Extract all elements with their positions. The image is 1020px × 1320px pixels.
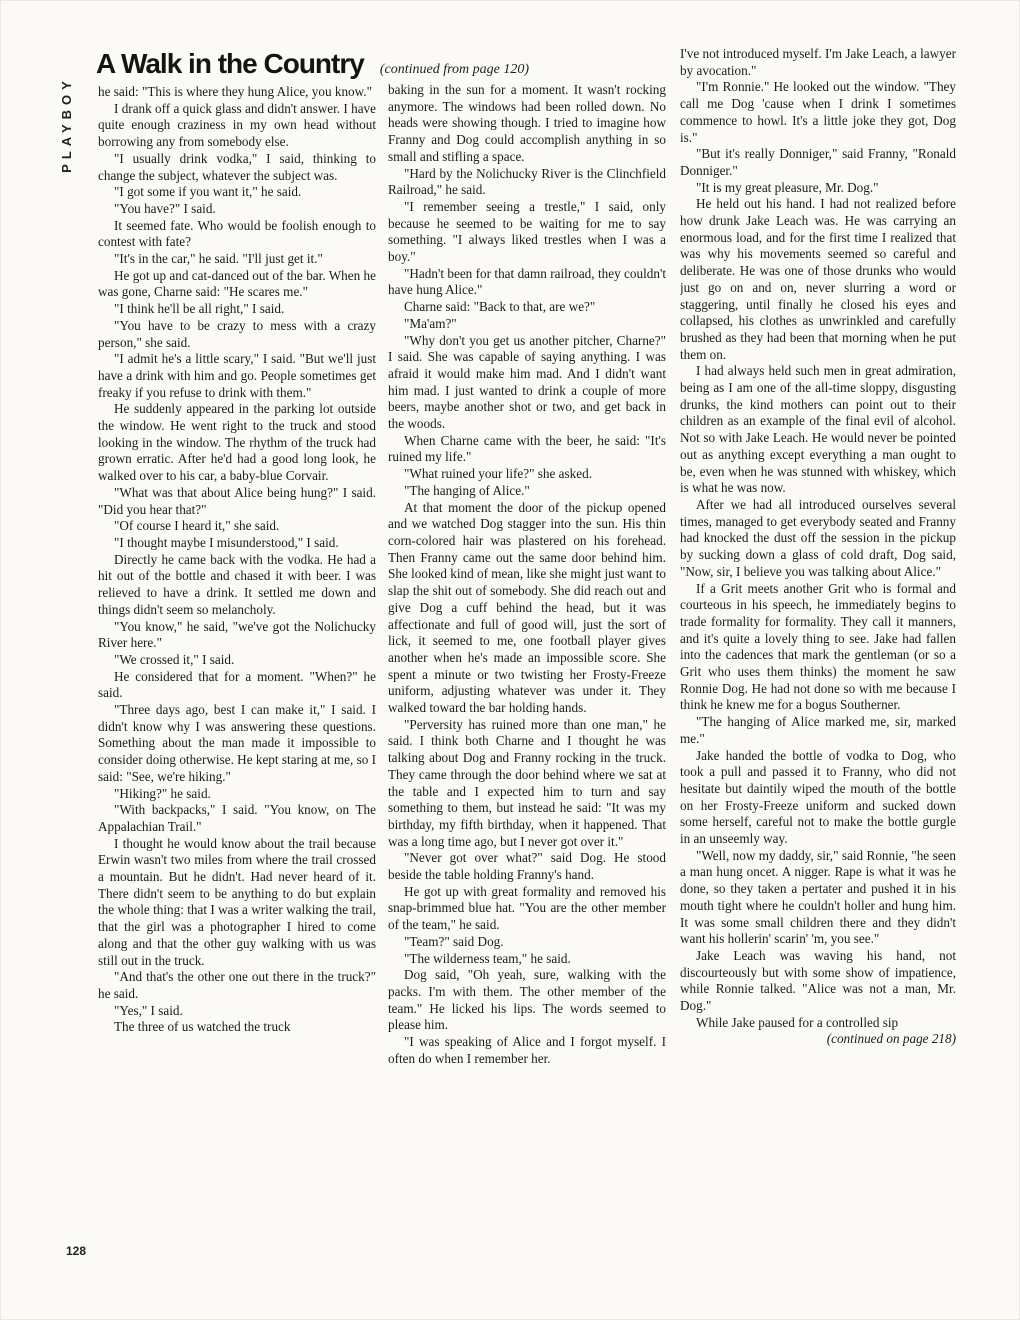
text-column-3 bbox=[680, 46, 956, 1286]
continued-from-note: (continued from page 120) bbox=[379, 62, 530, 77]
paragraph: "The hanging of Alice marked me, sir, marked me." bbox=[680, 714, 956, 746]
magazine-sidebar-label bbox=[56, 48, 76, 200]
paragraph: "I think he'll be all right," I said. bbox=[114, 301, 285, 317]
paragraph: "With backpacks," I said. "You know, on The Appalachian Trail." bbox=[98, 802, 376, 834]
paragraph: At that moment the door of the pickup opened and we watched Dog stagger into the sun. His thin corn-colored hair was plastered on his forehead. Then Franny came out the same door behind him. She looked kind of mean, like she might just want to slap the shit out of somebody. She did reach out and give Dog a cuff behind the head, but it was affectionate and full of good will, just the sort of lick, it seemed to me, one football player gives another when he's made an impossible score. She spent a minute or two twisting her Frosty-Freeze uniform, adjusting whatever was under it. They walked toward the bar holding hands. bbox=[388, 499, 666, 716]
paragraph: Charne said: "Back to that, are we?" bbox=[404, 299, 596, 315]
paragraph: he said: "This is where they hung Alice, you know." bbox=[98, 84, 372, 99]
article-title: A Walk in the Country bbox=[96, 48, 364, 79]
paragraph: "Hadn't been for that damn railroad, they couldn't have hung Alice." bbox=[388, 265, 666, 298]
paragraph: "Never got over what?" said Dog. He stood beside the table holding Franny's hand. bbox=[388, 850, 666, 883]
paragraph: "I admit he's a little scary," I said. "But we'll just have a drink with him and go. People sometimes get freaky if you refuse to drink with them." bbox=[98, 351, 376, 400]
paragraph: "I was speaking of Alice and I forgot myself. I often do when I remember her. bbox=[388, 1034, 666, 1066]
paragraph: "I'm Ronnie." He looked out the window. "They call me Dog 'cause when I drink I sometimes commence to howl. It's a little joke they got, Dog is." bbox=[680, 79, 956, 145]
paragraph: "And that's the other one out there in the truck?" he said. bbox=[98, 969, 376, 1001]
page-number: 128 bbox=[66, 1244, 87, 1258]
paragraph: "You know," he said, "we've got the Nolichucky River here." bbox=[98, 618, 376, 651]
paragraph: Dog said, "Oh yeah, sure, walking with the packs. I'm with them. The other member of the team." He licked his lips. The words seemed to please him. bbox=[388, 967, 666, 1033]
paragraph: "Perversity has ruined more than one man," he said. I think both Charne and I thought he was talking about Dog and Franny rocking in the truck. They came through the door behind where we sat at the table and I expected him to turn and say something to them, but instead he said: "It was my birthday, my fifth birthday, when it happened. That was a long time ago, but I never got over it." bbox=[388, 716, 666, 849]
paragraph: "Team?" said Dog. bbox=[404, 933, 504, 949]
paragraph: "I remember seeing a trestle," I said, only because he seemed to be waiting for me to say something. "I always liked trestles when I was a boy." bbox=[388, 198, 666, 265]
paragraph: "You have?" I said. bbox=[114, 200, 216, 216]
paragraph: I thought he would know about the trail because Erwin wasn't two miles from where the trail crossed a mountain. But he didn't. Had never heard of it. There didn't seem to be anything to do but explain the whole thing: that I was a writer walking the trail, that the girl was a photographer I hired to come along and that the other guy walking with us was still out in the truck. bbox=[98, 835, 376, 968]
paragraph: "But it's really Donniger," said Franny, "Ronald Donniger." bbox=[680, 146, 956, 178]
paragraph: "It's in the car," he said. "I'll just get it." bbox=[114, 251, 323, 267]
text-column-2 bbox=[388, 82, 666, 1262]
paragraph: "Ma'am?" bbox=[404, 315, 457, 331]
paragraph: "Of course I heard it," she said. bbox=[114, 518, 280, 534]
paragraph: "What was that about Alice being hung?" I said. "Did you hear that?" bbox=[98, 484, 376, 517]
paragraph: While Jake paused for a controlled sip bbox=[696, 1014, 899, 1030]
paragraph: "Yes," I said. bbox=[114, 1002, 183, 1018]
paragraph: He got up with great formality and removed his snap-brimmed blue hat. "You are the other member of the team," he said. bbox=[388, 883, 666, 933]
paragraph: When Charne came with the beer, he said: "It's ruined my life." bbox=[388, 432, 666, 465]
paragraph: "I thought maybe I misunderstood," I said. bbox=[114, 534, 339, 550]
paragraph: Jake Leach was waving his hand, not discourteously but with some show of impatience, while Ronnie talked. "Alice was not a man, Mr. Dog." bbox=[680, 947, 956, 1014]
paragraph: "I got some if you want it," he said. bbox=[114, 184, 302, 200]
paragraph: "Hiking?" he said. bbox=[114, 785, 211, 801]
paragraph: "What ruined your life?" she asked. bbox=[404, 466, 592, 482]
text-column-1 bbox=[98, 84, 376, 1264]
paragraph: He held out his hand. I had not realized before how drunk Jake Leach was. He was carrying an enormous load, and for the first time I realized that was why his movements seemed so careful and deliberate. He was one of those drunks who would just go on and on, never slurring a word or staggering, until finally he closed his eyes and collapsed, his clothes as unwrinkled and carefully brushed as they had been that morning when he put them on. bbox=[680, 196, 956, 362]
paragraph: Directly he came back with the vodka. He had a hit out of the bottle and chased it with beer. I was relieved to have a drink. It settled me down and things didn't seem so melancholy. bbox=[98, 551, 376, 617]
paragraph: Jake handed the bottle of vodka to Dog, who took a pull and passed it to Franny, who did not hesitate but daintily wiped the mouth of the bottle on her Frosty-Freeze uniform and sucked down some herself, careful not to make the bottle gurgle in an unseemly way. bbox=[680, 747, 956, 847]
paragraph: If a Grit meets another Grit who is formal and courteous in his speech, he immediately begins to trade formality for formality. They call it manners, and it's quite a lovely thing to see. Jake had fallen into the cadences that mark the gentleman (or so a Grit who uses them thinks) the moment he saw Ronnie Dog. He had not done so with me because I think he knew me for a bogus Southerner. bbox=[680, 580, 956, 713]
paragraph: baking in the sun for a moment. It wasn't rocking anymore. The windows had been rolled down. No heads were showing though. I tried to imagine how Franny and Dog could accomplish anything in so small and stifling a space. bbox=[388, 82, 666, 164]
paragraph: I drank off a quick glass and didn't answer. I have quite enough craziness in my own head without borrowing any from somebody else. bbox=[98, 100, 376, 150]
paragraph: "You have to be crazy to mess with a crazy person," she said. bbox=[98, 317, 376, 350]
paragraph: "I usually drink vodka," I said, thinking to change the subject, whatever the subject was. bbox=[98, 150, 376, 183]
sidebar-label-text: PLAYBOY bbox=[58, 75, 74, 173]
paragraph: "Three days ago, best I can make it," I said. I didn't know why I was answering these questions. Something about the man made it impossible to consider doing otherwise. He kept staring at me, so I said: "See, we're hiking." bbox=[98, 702, 376, 784]
paragraph: It seemed fate. Who would be foolish enough to contest with fate? bbox=[98, 217, 376, 250]
paragraph: "We crossed it," I said. bbox=[114, 651, 235, 667]
paragraph: The three of us watched the truck bbox=[114, 1019, 291, 1035]
paragraph: "Why don't you get us another pitcher, Charne?" I said. She was capable of saying anything. I was afraid it would make him mad. And I didn't want him mad. I just wanted to drink a couple of more beers, maybe another shot or two, and get back in the woods. bbox=[388, 332, 666, 432]
paragraph: I had always held such men in great admiration, being as I am one of the all-time sloppy, disgusting drunks, the kind mothers can point out to their children as an example of the final evil of alcohol. Not so with Jake Leach. He would never be pointed out as anything except everything a man ought to be, even when he was stunned with whiskey, which is what he was now. bbox=[680, 363, 956, 496]
paragraph: "Well, now my daddy, sir," said Ronnie, "he seen a man hung oncet. A nigger. Rape is what it was he done, so they taken a pertater and pushed it in his mouth tight where he couldn't holler and hung him. It was some small children there and they didn't want his hollerin' scarin' 'm, you see." bbox=[680, 847, 956, 947]
paragraph: "The wilderness team," he said. bbox=[404, 950, 571, 966]
paragraph: He suddenly appeared in the parking lot outside the window. He went right to the truck and stood looking in the window. The rhythm of the truck had grown erratic. After he'd had a good long look, he walked over to his car, a baby-blue Corvair. bbox=[98, 401, 376, 484]
paragraph: After we had all introduced ourselves several times, managed to get everybody seated and Franny had knocked the dust off the session in the pickup by sucking down a glass of cold draft, Dog said, "Now, sir, I believe you was talking about Alice." bbox=[680, 496, 956, 579]
paragraph: I've not introduced myself. I'm Jake Leach, a lawyer by avocation." bbox=[680, 46, 956, 78]
paragraph: "It is my great pleasure, Mr. Dog." bbox=[696, 179, 879, 195]
paragraph: He considered that for a moment. "When?" he said. bbox=[98, 668, 376, 701]
continued-on-note: (continued on page 218) bbox=[826, 1031, 956, 1047]
paragraph: "Hard by the Nolichucky River is the Clinchfield Railroad," he said. bbox=[388, 165, 666, 198]
paragraph: "The hanging of Alice." bbox=[404, 482, 530, 498]
paragraph: He got up and cat-danced out of the bar. When he was gone, Charne said: "He scares me." bbox=[98, 267, 376, 300]
